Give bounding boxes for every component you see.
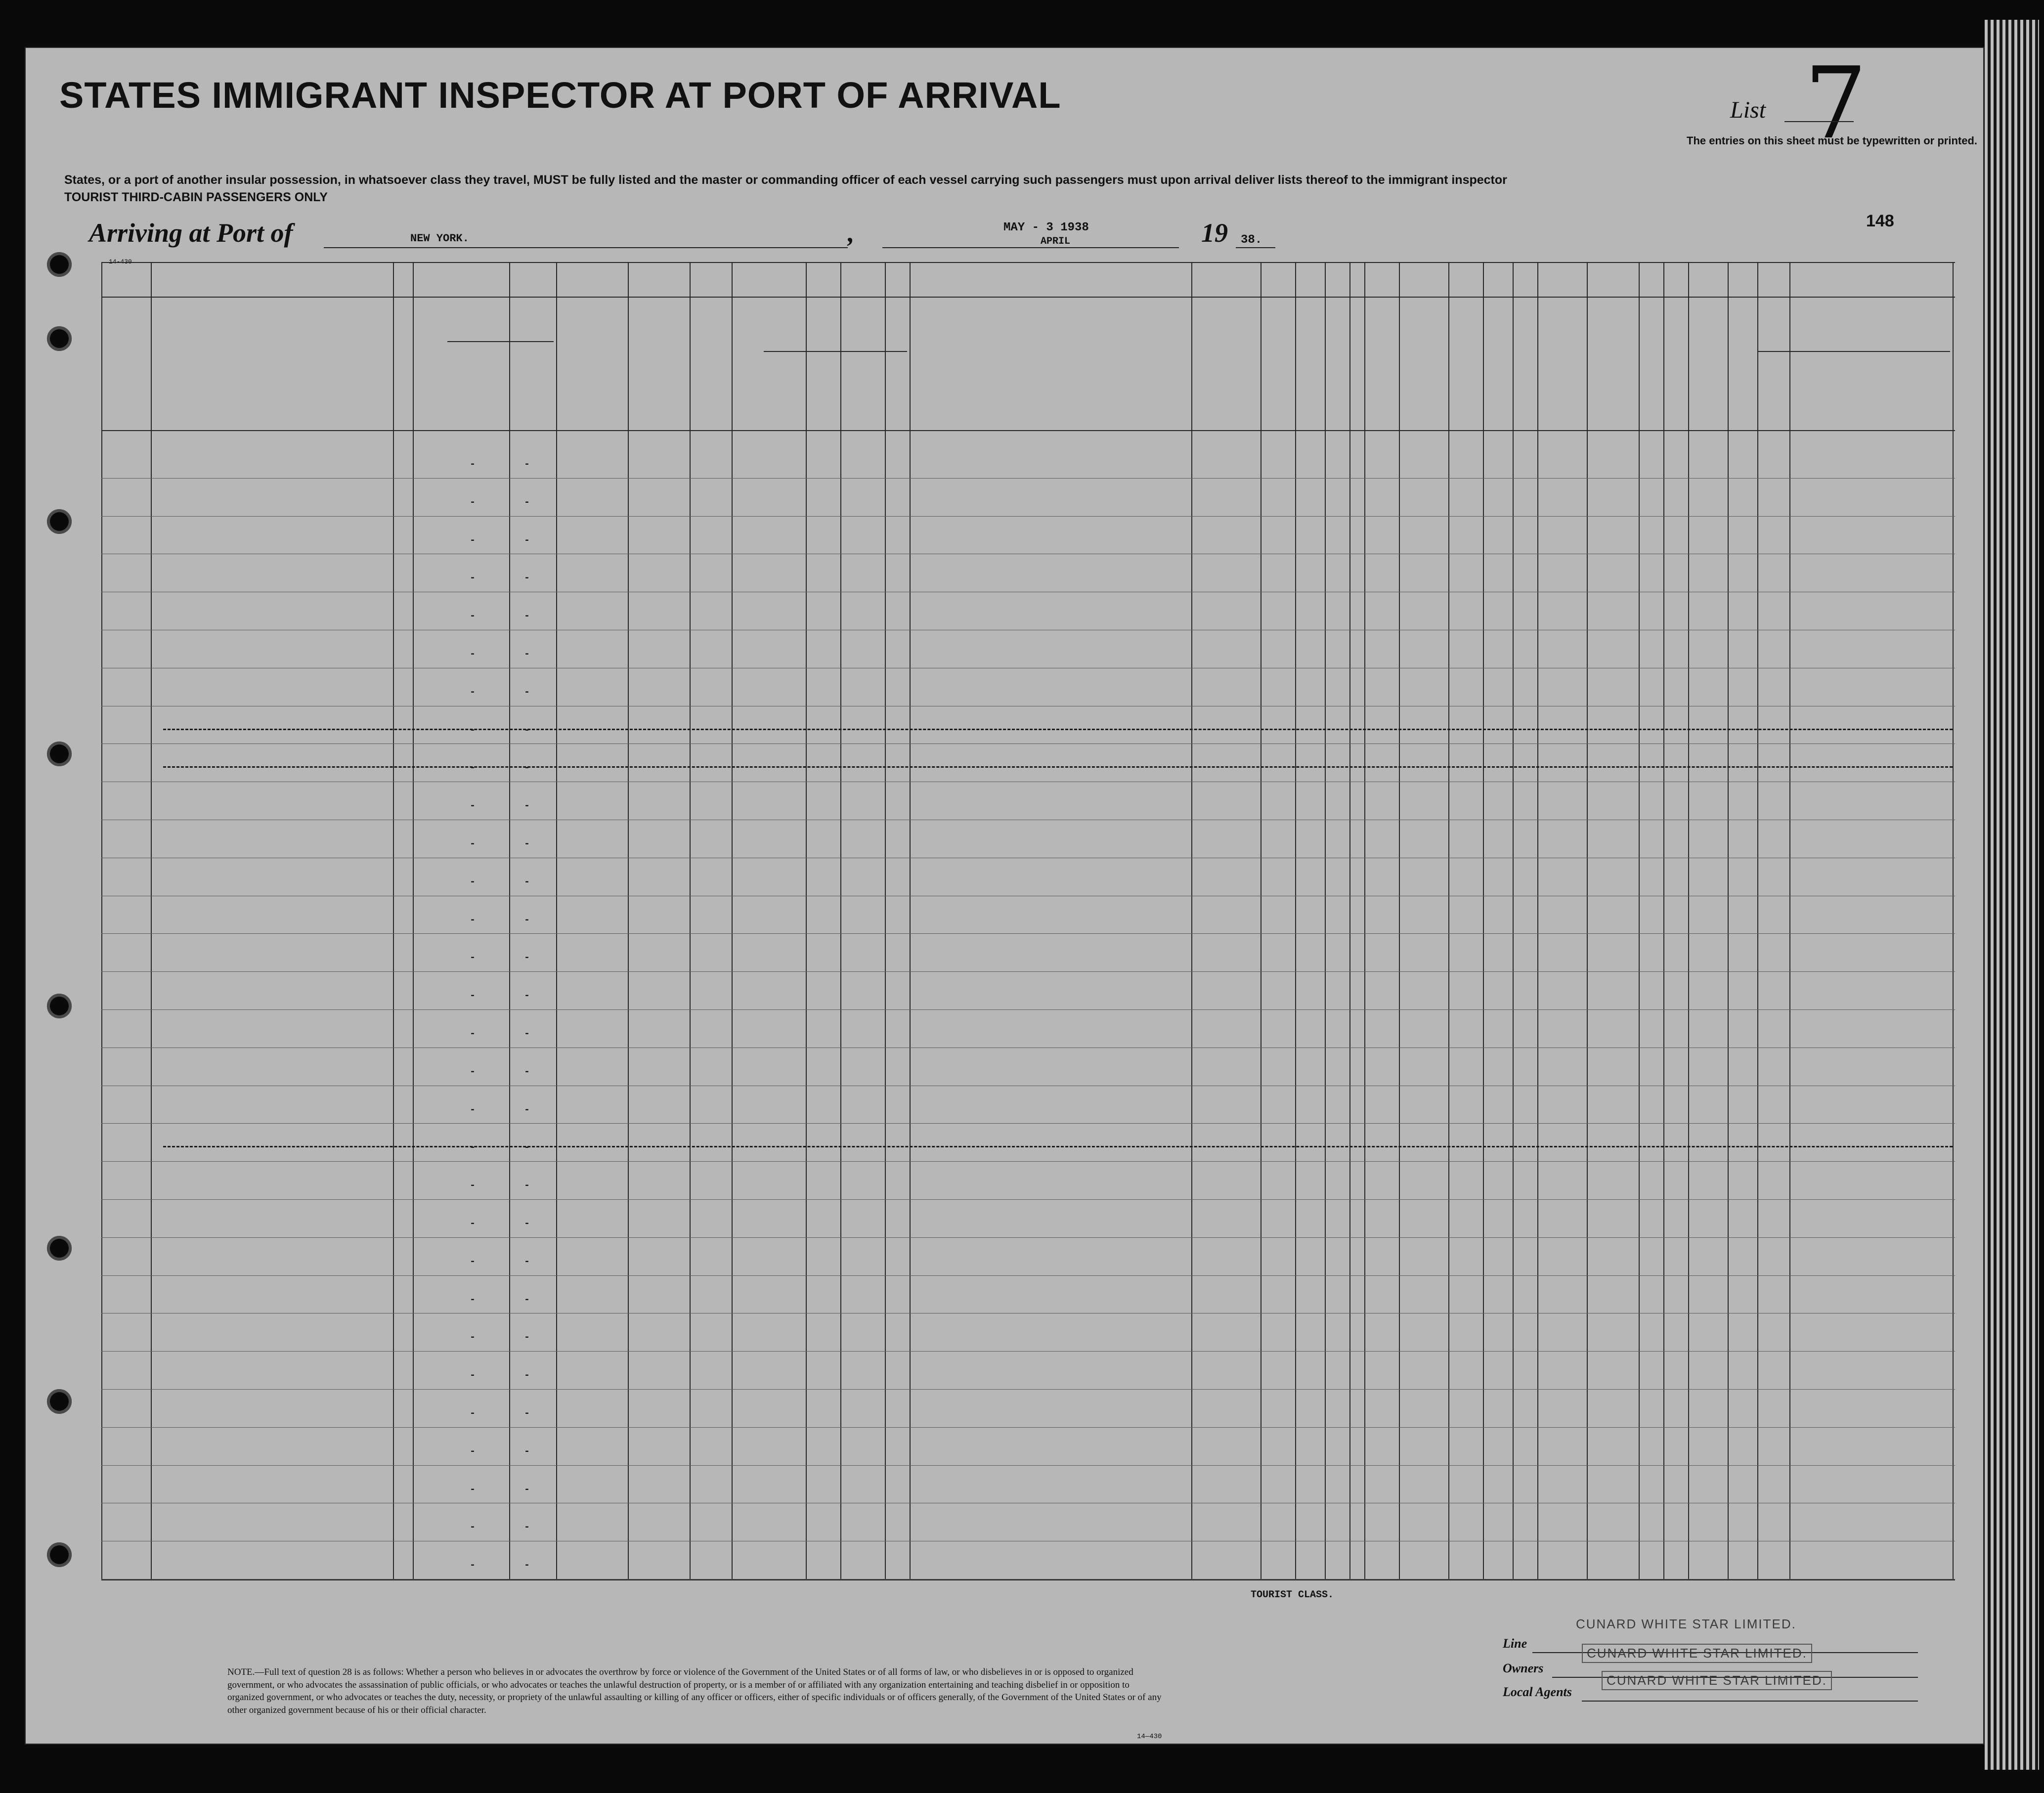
binder-hole: [47, 1236, 72, 1261]
grid-column-line: [1399, 262, 1400, 1579]
dest-dash: -: [470, 1445, 476, 1457]
grid-column-line: [556, 262, 557, 1579]
dest-dash: -: [470, 838, 476, 850]
dest-dash: -: [524, 1066, 530, 1078]
binder-hole: [47, 1542, 72, 1567]
owners-stamp: CUNARD WHITE STAR LIMITED.: [1582, 1644, 1812, 1663]
binder-hole: [47, 326, 72, 351]
grid-column-line: [1513, 262, 1514, 1579]
agents-underline: [1582, 1701, 1918, 1702]
row-divider: [101, 1161, 1955, 1162]
dest-dash: -: [524, 952, 530, 964]
date-typed: APRIL: [1041, 236, 1071, 247]
dest-dash: -: [524, 800, 530, 812]
dest-dash: -: [524, 459, 530, 470]
strike-line: [163, 1146, 1953, 1147]
grid-column-line: [1448, 262, 1449, 1579]
grid-column-line: [806, 262, 807, 1579]
grid-column-line: [1639, 262, 1640, 1579]
grid-column-line: [509, 262, 510, 1579]
tourist-class: TOURIST CLASS.: [1251, 1589, 1334, 1601]
row-divider: [101, 478, 1955, 479]
dest-dash: -: [524, 914, 530, 926]
date-underline: [882, 247, 1179, 248]
binder-hole: [47, 1389, 72, 1414]
grid-column-line: [910, 262, 911, 1579]
dest-dash: -: [524, 990, 530, 1002]
row-divider: [101, 971, 1955, 972]
year-underline: [1236, 247, 1275, 248]
grid-column-line: [1587, 262, 1588, 1579]
dest-dash: -: [470, 1028, 476, 1040]
dest-dash: -: [470, 1180, 476, 1192]
list-note: The entries on this sheet must be typewritten or printed.: [1687, 134, 1977, 147]
grid-column-line: [1349, 262, 1350, 1579]
year-suffix: 38.: [1241, 233, 1262, 247]
grid-column-line: [1191, 262, 1192, 1579]
dest-dash: -: [470, 1218, 476, 1229]
dest-dash: -: [470, 1484, 476, 1495]
grid-column-line: [413, 262, 414, 1579]
dest-dash: -: [524, 1028, 530, 1040]
agents-label: Local Agents: [1503, 1685, 1572, 1699]
comma: ,: [848, 218, 855, 248]
strike-line: [163, 766, 1953, 768]
binder-hole: [47, 742, 72, 766]
dest-dash: -: [524, 724, 530, 736]
row-divider: [101, 1275, 1955, 1276]
page-number: 148: [1866, 212, 1894, 230]
dest-dash: -: [524, 686, 530, 698]
dest-dash: -: [470, 952, 476, 964]
year-prefix: 19: [1201, 218, 1228, 248]
line-stamp: CUNARD WHITE STAR LIMITED.: [1576, 1617, 1796, 1631]
dest-dash: -: [470, 1370, 476, 1382]
dest-dash: -: [524, 1484, 530, 1495]
question-28-note: NOTE.—Full text of question 28 is as follows: Whether a person who believes in or advocates the overthrow by force or violence of the Government of the United States or of all forms of law, or who disbelieves in or is opposed to organized government, or who advocates the assassination of public officials, or who advocates or teaches the unlawful destruction of property, or is a member of or affiliated with any organization entertaining and teaching disbelief in or opposition to organized government, or who advocates or teaches the duty, necessity, or propriety of the unlawful assaulting or killing of any officer or officers, either of specific individuals or of officers generally, of the Government of the United States or of any other organized government because of his or their official character.: [227, 1667, 1162, 1715]
dest-dash: -: [470, 1560, 476, 1572]
dest-dash: -: [470, 724, 476, 736]
grid-column-line: [885, 262, 886, 1579]
dest-dash: -: [524, 572, 530, 584]
grid-column-line: [1364, 262, 1365, 1579]
binder-hole: [47, 509, 72, 534]
dest-dash: -: [470, 1104, 476, 1116]
dest-dash: -: [470, 649, 476, 660]
dest-dash: -: [524, 1218, 530, 1229]
grid-column-line: [1663, 262, 1664, 1579]
dest-dash: -: [524, 534, 530, 546]
class-line: TOURIST THIRD-CABIN PASSENGERS ONLY: [64, 190, 328, 204]
dest-dash: -: [470, 914, 476, 926]
grid-top-line: [101, 262, 1955, 263]
grid-column-line: [1483, 262, 1484, 1579]
port-underline: [324, 247, 848, 248]
grid-column-line: [1688, 262, 1689, 1579]
grid-column-line: [840, 262, 841, 1579]
grid-column-line: [393, 262, 394, 1579]
dest-dash: -: [470, 876, 476, 888]
dest-dash: -: [524, 1294, 530, 1306]
subheader-rule: [1757, 351, 1950, 352]
grid-column-line: [1953, 262, 1954, 1579]
dest-dash: -: [524, 1332, 530, 1344]
dest-dash: -: [470, 572, 476, 584]
grid-column-line: [1757, 262, 1758, 1579]
row-divider: [101, 1199, 1955, 1200]
dest-dash: -: [524, 1370, 530, 1382]
dest-dash: -: [470, 1256, 476, 1268]
dest-dash: -: [524, 1408, 530, 1419]
dest-dash: -: [470, 611, 476, 622]
grid-column-line: [628, 262, 629, 1579]
dest-dash: -: [470, 1332, 476, 1344]
dest-dash: -: [524, 1180, 530, 1192]
stacked-page-edges: [1985, 20, 2039, 1770]
binder-hole: [47, 252, 72, 277]
binder-hole: [47, 994, 72, 1018]
form-number-top: 14-430: [109, 258, 132, 265]
dest-dash: -: [524, 1104, 530, 1116]
row-divider: [101, 516, 1955, 517]
grid-bottom-line: [101, 1579, 1955, 1580]
form-code: 14—430: [1137, 1733, 1162, 1741]
dest-dash: -: [524, 649, 530, 660]
dest-dash: -: [470, 459, 476, 470]
dest-dash: -: [470, 1066, 476, 1078]
grid-column-line: [690, 262, 691, 1579]
dest-dash: -: [524, 838, 530, 850]
grid-column-line: [1789, 262, 1790, 1579]
dest-dash: -: [524, 1142, 530, 1154]
page-subtitle: States, or a port of another insular possession, in whatsoever class they travel, MUST be fully listed and the master or commanding officer of each vessel carrying such passengers must upon arrival deliver lists thereof to the immigrant inspector: [64, 173, 1507, 187]
dest-dash: -: [524, 1560, 530, 1572]
date-stamp: MAY - 3 1938: [1003, 221, 1089, 234]
dest-dash: -: [524, 496, 530, 508]
grid-column-line: [732, 262, 733, 1579]
list-number: 7: [1804, 46, 1868, 161]
dest-dash: -: [470, 1522, 476, 1533]
list-label: List: [1730, 97, 1766, 123]
dest-dash: -: [470, 496, 476, 508]
page-title: STATES IMMIGRANT INSPECTOR AT PORT OF ARRIVAL: [59, 75, 1061, 116]
grid-column-line: [151, 262, 152, 1579]
subheader-rule: [764, 351, 907, 352]
grid-column-line: [1537, 262, 1538, 1579]
row-divider: [101, 743, 1955, 744]
subheader-rule: [447, 341, 554, 342]
grid-column-line: [1728, 262, 1729, 1579]
row-divider: [101, 1009, 1955, 1010]
dest-dash: -: [470, 990, 476, 1002]
row-divider: [101, 1427, 1955, 1428]
agents-stamp: CUNARD WHITE STAR LIMITED.: [1602, 1671, 1832, 1690]
dest-dash: -: [470, 1142, 476, 1154]
arriving-label: Arriving at Port of: [89, 218, 293, 248]
row-divider: [101, 1351, 1955, 1352]
dest-dash: -: [470, 762, 476, 774]
list-underline: [1784, 121, 1854, 122]
dest-dash: -: [524, 762, 530, 774]
grid-column-line: [101, 262, 102, 1579]
grid-number-line: [101, 297, 1955, 298]
dest-dash: -: [470, 534, 476, 546]
grid-column-line: [1325, 262, 1326, 1579]
dest-dash: -: [470, 800, 476, 812]
dest-dash: -: [524, 1256, 530, 1268]
line-label: Line: [1503, 1636, 1527, 1651]
dest-dash: -: [524, 611, 530, 622]
strike-line: [163, 729, 1953, 730]
row-divider: [101, 933, 1955, 934]
dest-dash: -: [470, 686, 476, 698]
dest-dash: -: [470, 1294, 476, 1306]
row-divider: [101, 1389, 1955, 1390]
grid-header-line: [101, 430, 1955, 431]
dest-dash: -: [524, 1522, 530, 1533]
owners-label: Owners: [1503, 1661, 1544, 1675]
dest-dash: -: [524, 1445, 530, 1457]
port-value: NEW YORK.: [410, 232, 469, 245]
dest-dash: -: [470, 1408, 476, 1419]
row-divider: [101, 1465, 1955, 1466]
grid-column-line: [1295, 262, 1296, 1579]
row-divider: [101, 1237, 1955, 1238]
dest-dash: -: [524, 876, 530, 888]
row-divider: [101, 1123, 1955, 1124]
